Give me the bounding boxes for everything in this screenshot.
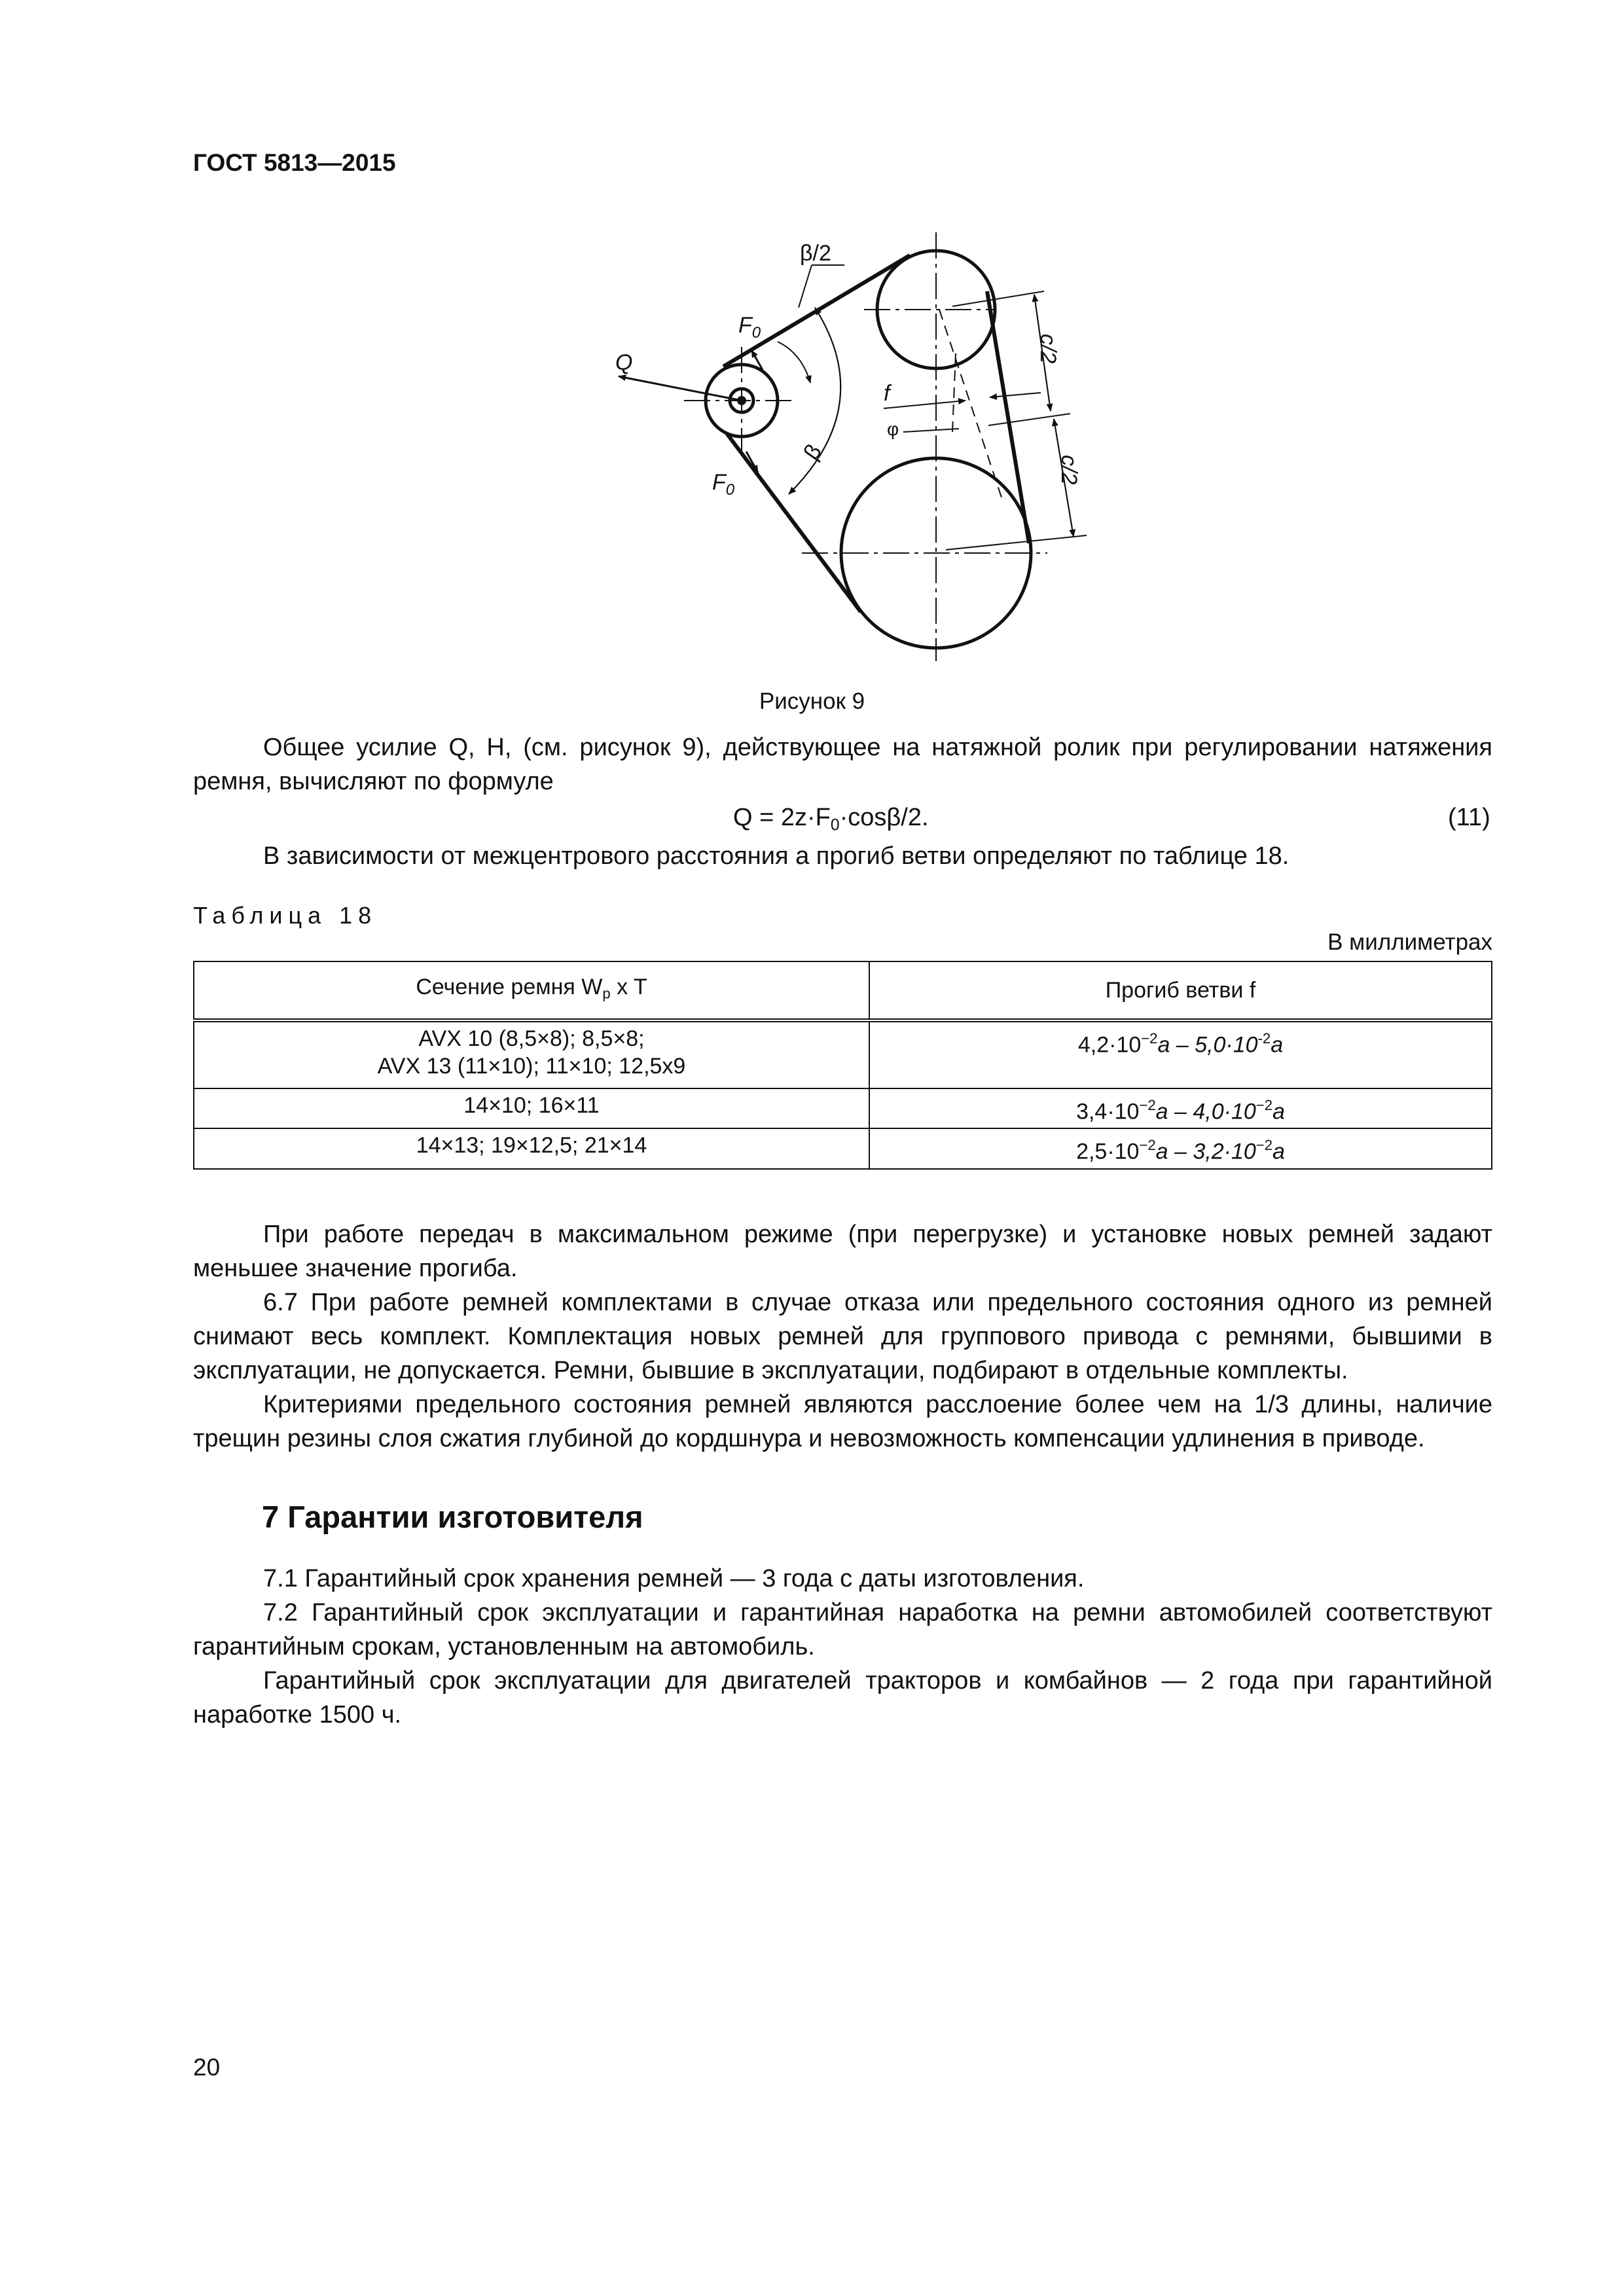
figure-caption: Рисунок 9: [759, 689, 865, 714]
belt-lower-span: [727, 433, 861, 612]
label-beta: β: [799, 439, 827, 465]
cell-sections: 14×10; 16×11: [194, 1088, 869, 1128]
label-beta-half: β/2: [800, 241, 831, 266]
section-7-title: 7 Гарантии изготовителя: [262, 1499, 643, 1534]
deflection-table: [193, 961, 1492, 1170]
paragraph-overload: При работе передач в максимальном режиме (при перегрузке) и установке новых ремней задают меньшее значение прогиба.: [193, 1221, 1492, 1282]
label-f: f: [884, 381, 890, 406]
table-row: [194, 1088, 1492, 1128]
paragraph-criteria: Критериями предельного состояния ремней являются расслоение более чем на 1/3 длины, наличие трещин резины слоя сжатия глубиной до кордшнура и невозможность компенсации удлинения в приводе.: [193, 1391, 1492, 1452]
paragraph-7-1: 7.1 Гарантийный срок хранения ремней — 3 года с даты изготовления.: [263, 1565, 1085, 1592]
table-header-row: [194, 961, 1492, 1020]
header-deflection: Прогиб ветви f: [869, 961, 1492, 1020]
cell-deflection: $3,4\cdot 10^{-2}a - 4,0\cdot 10^{-2}a$: [869, 1088, 1492, 1128]
cell-sections: 14×13; 19×12,5; 21×14: [194, 1128, 869, 1168]
belt-drive-diagram: [589, 219, 1113, 691]
belt-right-span: [987, 291, 1029, 543]
paragraph-6-7: 6.7 При работе ремней комплектами в случае отказа или предельного состояния одного из ремней снимают весь комплект. Комплектация новых ремней для группового привода с ремнями, бывшими в эксплуатации, не допускается. Ремни, бывшие в эксплуатации, подбирают в отдельные комплекты.: [193, 1289, 1492, 1384]
label-F0-bottom: $F_0$: [712, 470, 735, 499]
cell-deflection: $4,2\cdot 10^{-2}a - 5,0\cdot 10^{-2}a$: [869, 1020, 1492, 1088]
label-F0-top: $F_0$: [738, 313, 761, 342]
paragraph-force-formula-intro: Общее усилие Q, Н, (см. рисунок 9), действующее на натяжной ролик при регулировании натяжения ремня, вычисляют по формуле: [193, 734, 1492, 795]
label-Q: Q: [615, 350, 633, 375]
header-belt-section: Сечение ремня $W_p$ x T: [194, 961, 869, 1020]
table-row: [194, 1128, 1492, 1168]
cell-sections: AVX 10 (8,5×8); 8,5×8; AVX 13 (11×10); 11×10; 12,5x9: [194, 1020, 869, 1088]
cell-deflection: $2,5\cdot 10^{-2}a - 3,2\cdot 10^{-2}a$: [869, 1128, 1492, 1168]
formula-number: (11): [1448, 804, 1490, 831]
paragraph-7-warranty: Гарантийный срок эксплуатации для двигателей тракторов и комбайнов — 2 года при гарантийной наработке 1500 ч.: [193, 1667, 1492, 1729]
table-units: В миллиметрах: [1327, 929, 1492, 955]
document-header: ГОСТ 5813—2015: [193, 149, 396, 176]
formula: $Q = 2z\cdot F_0\cdot\cos\beta/2$.: [733, 804, 929, 834]
page-number: 20: [193, 2054, 221, 2081]
label-c-half-bottom: c/2: [1056, 455, 1081, 485]
paragraph-7-2: 7.2 Гарантийный срок эксплуатации и гарантийная наработка на ремни автомобилей соответствуют гарантийным срокам, установленным на автомобиль.: [193, 1599, 1492, 1660]
table-row: [194, 1020, 1492, 1088]
paragraph-table-ref: В зависимости от межцентрового расстояния a прогиб ветви определяют по таблице 18.: [263, 842, 1290, 870]
table-label: Таблица 18: [193, 902, 378, 929]
label-phi: φ: [887, 419, 899, 439]
label-c-half-top: c/2: [1036, 334, 1060, 364]
